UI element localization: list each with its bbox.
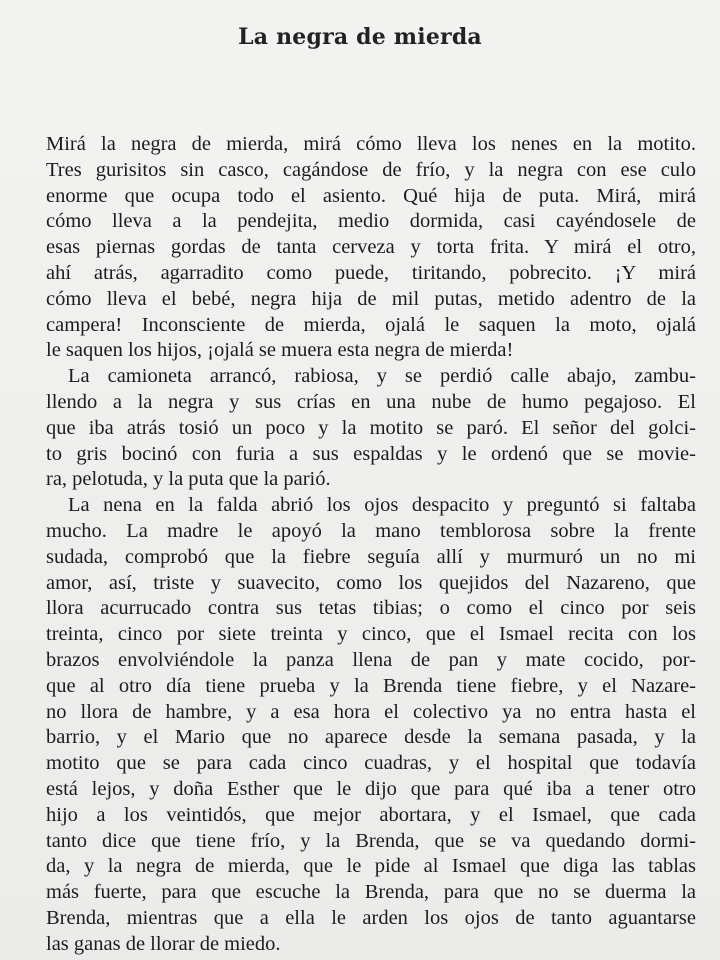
text-line: La camioneta arrancó, rabiosa, y se perdió calle abajo, zambu- bbox=[68, 365, 696, 388]
text-line: treinta, cinco por siete treinta y cinco, que el Ismael recita con los bbox=[46, 623, 696, 646]
text-line: ra, pelotuda, y la puta que la parió. bbox=[46, 468, 331, 491]
text-line: mucho. La madre le apoyó la mano temblorosa sobre la frente bbox=[46, 519, 696, 542]
text-line: llora acurrucado contra sus tetas tibias; o como el cinco por seis bbox=[46, 597, 696, 620]
text-line: no llora de hambre, y a esa hora el colectivo ya no entra hasta el bbox=[46, 700, 696, 723]
text-line: tanto dice que tiene frío, y la Brenda, que se va quedando dormi- bbox=[46, 829, 696, 852]
text-line: esas piernas gordas de tanta cerveza y torta frita. Y mirá el otro, bbox=[46, 236, 696, 259]
text-line: motito que se para cada cinco cuadras, y el hospital que todavía bbox=[46, 752, 696, 775]
text-line: está lejos, y doña Esther que le dijo que para qué iba a tener otro bbox=[46, 777, 696, 800]
text-line: ahí atrás, agarradito como puede, tiritando, pobrecito. ¡Y mirá bbox=[46, 261, 696, 284]
text-line: que iba atrás tosió un poco y la motito se paró. El señor del golci- bbox=[46, 416, 696, 439]
text-line: sudada, comprobó que la fiebre seguía allí y murmuró un no mi bbox=[46, 545, 696, 568]
text-line: más fuerte, para que escuche la Brenda, para que no se duerma la bbox=[46, 881, 696, 904]
text-line: La nena en la falda abrió los ojos despacito y preguntó si faltaba bbox=[68, 494, 696, 517]
text-line: cómo lleva el bebé, negra hija de mil putas, metido adentro de la bbox=[46, 287, 696, 310]
text-line: enorme que ocupa todo el asiento. Qué hija de puta. Mirá, mirá bbox=[46, 184, 696, 207]
text-line: hijo a los veintidós, que mejor abortara, y el Ismael, que cada bbox=[46, 803, 696, 826]
text-line: campera! Inconsciente de mierda, ojalá le saquen la moto, ojalá bbox=[46, 313, 696, 336]
text-line: amor, así, triste y suavecito, como los quejidos del Nazareno, que bbox=[46, 571, 696, 594]
text-line: Mirá la negra de mierda, mirá cómo lleva los nenes en la motito. bbox=[46, 133, 696, 155]
text-line: Brenda, mientras que a ella le arden los ojos de tanto aguantarse bbox=[46, 906, 696, 929]
text-line: las ganas de llorar de miedo. bbox=[46, 932, 281, 955]
text-line: da, y la negra de mierda, que le pide al Ismael que diga las tablas bbox=[46, 855, 696, 878]
text-line: barrio, y el Mario que no aparece desde la semana pasada, y la bbox=[46, 726, 696, 749]
text-line: brazos envolviéndole la panza llena de pan y mate cocido, por- bbox=[46, 648, 696, 671]
text-line: to gris bocinó con furia a sus espaldas y le ordenó que se movie- bbox=[46, 442, 696, 465]
chapter-title: La negra de mierda bbox=[238, 24, 482, 50]
text-line: Tres gurisitos sin casco, cagándose de frío, y la negra con ese culo bbox=[46, 158, 696, 181]
body-text bbox=[46, 132, 696, 958]
text-line: cómo lleva a la pendejita, medio dormida, casi cayéndosele de bbox=[46, 210, 696, 233]
text-line: le saquen los hijos, ¡ojalá se muera esta negra de mierda! bbox=[46, 339, 514, 362]
text-line: llendo a la negra y sus crías en una nube de humo pegajoso. El bbox=[46, 390, 696, 413]
text-line: que al otro día tiene prueba y la Brenda tiene fiebre, y el Nazare- bbox=[46, 674, 696, 697]
